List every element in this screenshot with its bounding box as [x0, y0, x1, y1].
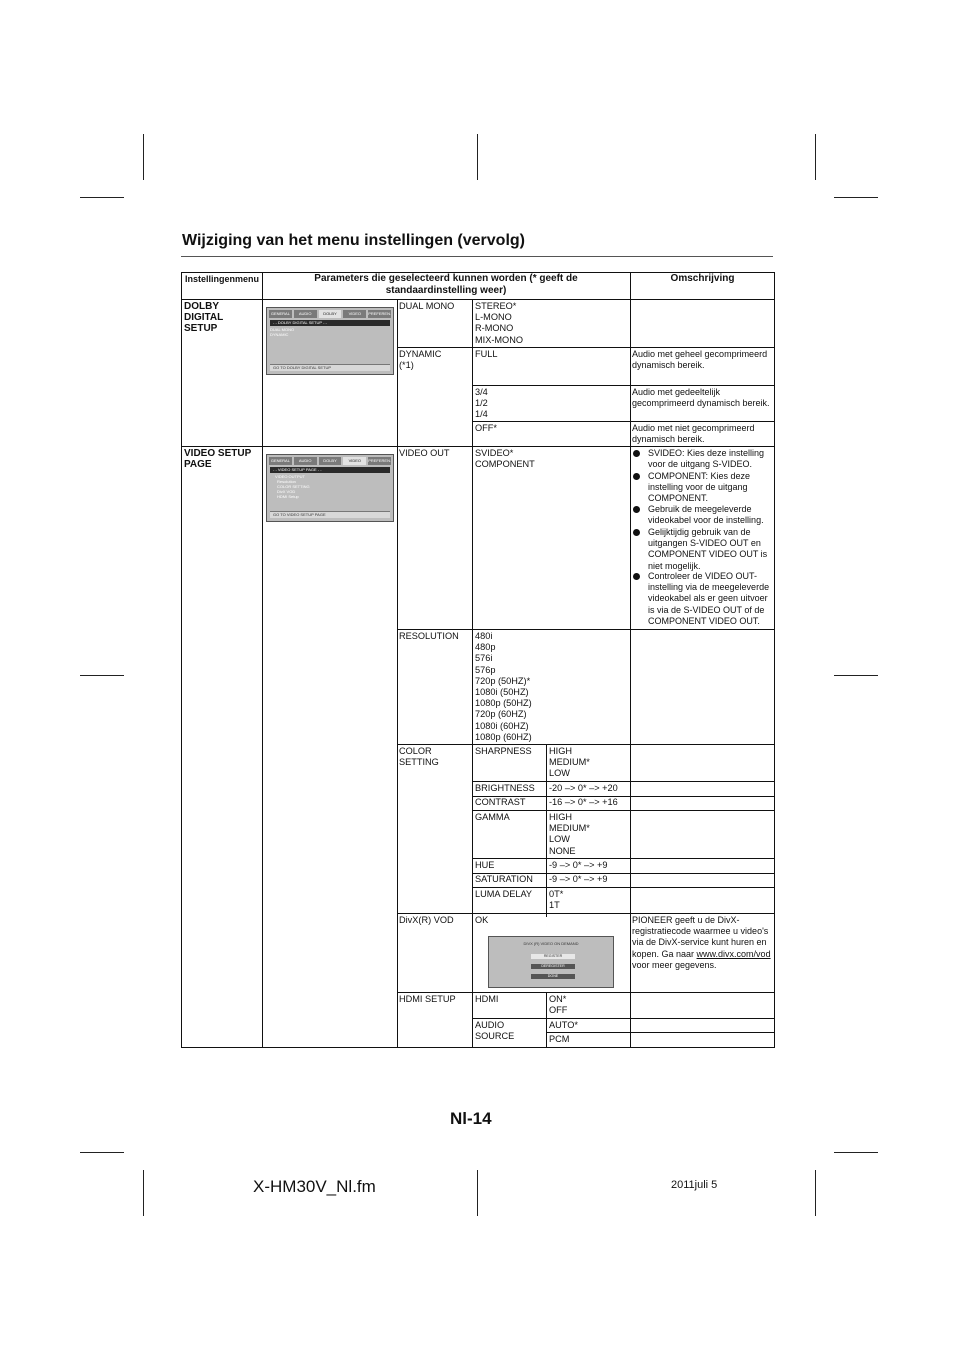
desc-divx-text: PIONEER geeft u de DivX-registratiecode waarmee u video's via de DivX-service kunt huren en kopen. Ga naar — [632, 915, 769, 959]
hdmi-label: HDMI — [475, 994, 499, 1004]
color-sharpness-value: HIGH MEDIUM* LOW — [549, 746, 590, 779]
screen-page-bar: - - VIDEO SETUP PAGE - - — [270, 467, 390, 473]
crop-mark — [815, 134, 816, 180]
header-description: Omschrijving — [670, 273, 735, 284]
row-divider — [472, 810, 775, 811]
screen-tab: GENERAL — [270, 458, 290, 463]
table-border — [181, 272, 182, 1048]
crop-mark — [834, 1152, 878, 1153]
footer-date: 2011juli 5 — [671, 1179, 718, 1191]
desc-divx-vod — [632, 915, 772, 971]
screen-tab: PREFEREN. — [368, 458, 391, 463]
row-divider — [181, 299, 775, 300]
param-hdmi-setup: HDMI SETUP — [399, 994, 456, 1004]
screen-tab: AUDIO — [294, 310, 317, 318]
menu-dolby-digital-setup: DOLBY DIGITAL SETUP — [184, 301, 224, 334]
hdmi-value: ON* OFF — [549, 994, 568, 1016]
row-divider — [472, 781, 775, 782]
video-out-note: Gebruik de meegeleverde videokabel voor de instelling. — [648, 504, 764, 526]
row-divider — [181, 446, 775, 447]
screen-tab: VIDEO — [343, 457, 366, 465]
crop-mark — [834, 675, 878, 676]
color-hue-value: -9 –> 0* –> +9 — [549, 860, 608, 870]
color-brightness-label: BRIGHTNESS — [475, 783, 535, 793]
bullet-icon — [633, 450, 640, 457]
video-out-note: Controleer de VIDEO OUT-instelling via de meegeleverde videokabel als er geen uitvoer is via de S-VIDEO OUT of de COMPONENT VIDEO OUT. — [648, 571, 770, 626]
divx-done-button: DONE — [531, 974, 575, 979]
menu-video-setup-page: VIDEO SETUP PAGE — [184, 448, 252, 470]
param-color-setting: COLOR SETTING — [399, 746, 439, 768]
param-resolution: RESOLUTION — [399, 631, 459, 641]
crop-mark — [80, 197, 124, 198]
audio-source-auto: AUTO* — [549, 1020, 578, 1030]
color-luma-delay-value: 0T* 1T — [549, 889, 564, 911]
screen-tab: DOLBY — [319, 457, 342, 465]
desc-dynamic-off: Audio met niet gecomprimeerd dynamisch bereik. — [632, 423, 755, 445]
divx-screen-title: DIVX (R) VIDEO ON DEMAND — [523, 941, 579, 946]
param-video-out: VIDEO OUT — [399, 448, 450, 458]
param-dynamic: DYNAMIC (*1) — [399, 349, 442, 371]
crop-mark — [477, 134, 478, 180]
page-number: Nl-14 — [450, 1109, 492, 1128]
crop-mark — [143, 1170, 144, 1216]
screen-tabs — [269, 457, 391, 465]
crop-mark — [80, 1152, 124, 1153]
screen-page-bar: - - DOLBY DIGITAL SETUP - - — [270, 320, 390, 326]
bullet-icon — [633, 473, 640, 480]
bullet-icon — [633, 573, 640, 580]
video-setup-screenshot — [266, 454, 394, 522]
value-dynamic-off: OFF* — [475, 423, 497, 433]
col-divider — [546, 992, 547, 1048]
screen-item: DUAL MONO — [270, 327, 295, 332]
col-divider — [397, 299, 398, 1048]
row-divider — [397, 992, 775, 993]
screen-item: DivX VOD — [277, 489, 296, 494]
crop-mark — [80, 675, 124, 676]
audio-source-label: AUDIO SOURCE — [475, 1020, 515, 1042]
screen-item: DYNAMIC — [270, 332, 289, 337]
screen-tab: DOLBY — [319, 310, 342, 318]
divx-deregister-button: DEREGISTER — [531, 964, 575, 969]
screen-tab: AUDIO — [294, 457, 317, 465]
table-border — [774, 272, 775, 1048]
screen-item: VIDEO OUTPUT — [275, 474, 306, 479]
screen-tab: VIDEO — [343, 310, 366, 318]
color-sharpness-label: SHARPNESS — [475, 746, 532, 756]
crop-mark — [834, 197, 878, 198]
color-gamma-value: HIGH MEDIUM* LOW NONE — [549, 812, 590, 856]
crop-mark — [477, 1170, 478, 1216]
table-border — [181, 1047, 775, 1048]
settings-table — [181, 272, 775, 1048]
desc-divx-text-end: voor meer gegevens. — [632, 959, 717, 970]
color-gamma-label: GAMMA — [475, 812, 510, 822]
value-dynamic-partial: 3/4 1/2 1/4 — [475, 387, 488, 420]
video-out-note: Gelijktijdig gebruik van de uitgangen S-VIDEO OUT en COMPONENT VIDEO OUT is niet mogelijk. — [648, 527, 768, 571]
value-dual-mono: STEREO* L-MONO R-MONO MIX-MONO — [475, 301, 523, 345]
value-resolution: 480i 480p 576i 576p 720p (50HZ)* 1080i (50HZ) 1080p (50HZ) 720p (60HZ) 1080i (60HZ) 1080p (60HZ) — [475, 631, 532, 742]
divx-vod-link[interactable]: www.divx.com/vod — [696, 948, 771, 959]
row-divider — [472, 385, 775, 386]
divx-vod-screenshot — [488, 936, 614, 988]
row-divider — [397, 347, 775, 348]
desc-dynamic-partial: Audio met gedeeltelijk gecomprimeerd dynamisch bereik. — [632, 387, 770, 409]
screen-item: COLOR SETTING — [277, 484, 310, 489]
color-contrast-label: CONTRAST — [475, 797, 526, 807]
bullet-icon — [633, 529, 640, 536]
divx-register-button: REGISTER — [531, 954, 575, 959]
col-divider — [262, 272, 263, 1048]
color-saturation-label: SATURATION — [475, 874, 533, 884]
screen-tab: GENERAL — [270, 311, 290, 316]
crop-mark — [143, 134, 144, 180]
desc-dynamic-full: Audio met geheel gecomprimeerd dynamisch bereik. — [632, 349, 768, 371]
row-divider — [472, 1018, 775, 1019]
col-divider — [630, 272, 631, 1048]
header-menu: Instellingenmenu — [185, 274, 260, 284]
bullet-icon — [633, 506, 640, 513]
color-contrast-value: -16 –> 0* –> +16 — [549, 797, 618, 807]
row-divider — [397, 629, 775, 630]
color-brightness-value: -20 –> 0* –> +20 — [549, 783, 618, 793]
row-divider — [546, 1032, 775, 1033]
row-divider — [472, 887, 775, 888]
video-out-note: COMPONENT: Kies deze instelling voor de uitgang COMPONENT. — [648, 471, 751, 504]
header-parameters: Parameters die geselecteerd kunnen worden (* geeft de standaardinstelling weer) — [314, 273, 578, 296]
row-divider — [472, 421, 775, 422]
screen-tab: PREFEREN. — [368, 311, 391, 316]
param-divx-vod: DivX(R) VOD — [399, 915, 454, 925]
col-divider — [546, 744, 547, 917]
col-divider — [472, 299, 473, 1048]
video-out-note: SVIDEO: Kies deze instelling voor de uitgang S-VIDEO. — [648, 448, 765, 470]
row-divider — [397, 744, 775, 745]
row-divider — [472, 858, 775, 859]
footer-filename: X-HM30V_Nl.fm — [253, 1177, 376, 1196]
screen-footer: GO TO DOLBY DIGITAL SETUP — [270, 364, 390, 371]
audio-source-pcm: PCM — [549, 1034, 570, 1044]
screen-item: HDMI Setup — [277, 494, 299, 499]
screen-item: Resolution — [277, 479, 296, 484]
screen-tabs — [269, 310, 391, 318]
crop-mark — [815, 1170, 816, 1216]
color-luma-delay-label: LUMA DELAY — [475, 889, 533, 899]
color-hue-label: HUE — [475, 860, 495, 870]
color-saturation-value: -9 –> 0* –> +9 — [549, 874, 608, 884]
row-divider — [397, 913, 775, 914]
title-rule — [181, 256, 773, 257]
section-title: Wijziging van het menu instellingen (vervolg) — [182, 232, 525, 249]
value-dynamic-full: FULL — [475, 349, 498, 359]
dolby-setup-screenshot — [266, 307, 394, 375]
screen-footer: GO TO VIDEO SETUP PAGE — [270, 511, 390, 518]
param-dual-mono: DUAL MONO — [399, 301, 455, 311]
value-video-out: SVIDEO* COMPONENT — [475, 448, 535, 470]
value-divx-vod: OK — [475, 915, 489, 925]
